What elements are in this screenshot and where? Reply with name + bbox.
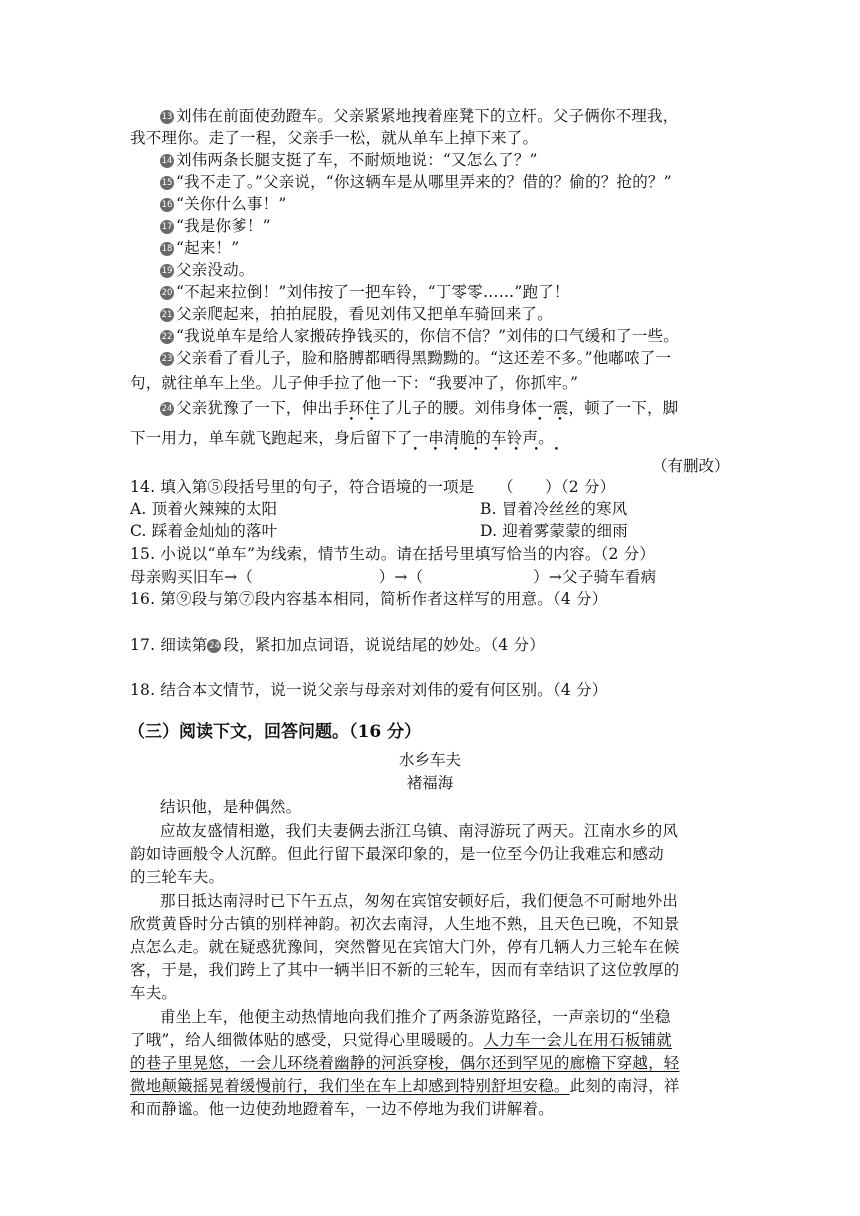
underlined-sentence: 微地颠簸摇晃着缓慢前行，我们坐在车上却感到特别舒坦安稳。 — [130, 1077, 570, 1095]
paragraph-number-badge: 23 — [161, 354, 173, 364]
article-paragraph-1: 结识他，是种偶然。 — [160, 798, 302, 816]
paragraph-number-badge: 17 — [161, 222, 173, 232]
article-paragraph-3-cont: 欣赏黄昏时分古镇的别样神韵。初次去南浔，人生地不熟，且天色已晚，不知景 — [130, 915, 680, 933]
option-b: B. 冒着冷丝丝的寒风 — [480, 500, 628, 518]
paragraph-number-badge: 15 — [161, 178, 173, 188]
emphasized-word: 环住 • • — [349, 397, 380, 419]
article-paragraph-3-cont: 点怎么走。就在疑惑犹豫间，突然瞥见在宾馆大门外，停有几辆人力三轮车在候 — [130, 938, 680, 956]
paragraph-23: 23 父亲看了看儿子，脸和胳膊都晒得黑黝黝的。“这还差不多。”他嘟哝了一 — [161, 349, 672, 367]
question-18: 18. 结合本文情节，说一说父亲与母亲对刘伟的爱有何区别。（4 分） — [130, 681, 608, 699]
paragraph-21: 21 父亲爬起来，拍拍屁股，看见刘伟又把单车骑回来了。 — [161, 305, 553, 323]
paragraph-15: 15 “我不走了。”父亲说，“你这辆车是从哪里弄来的？借的？偷的？抢的？” — [161, 173, 672, 191]
paragraph-number-badge: 16 — [161, 200, 173, 210]
article-paragraph-4-cont: 了哦”，给人细微体贴的感受，只觉得心里暖暖的。人力车一会儿在用石板铺就 — [130, 1031, 672, 1049]
revision-note: （有删改） — [652, 457, 730, 475]
question-14: 14. 填入第⑤段括号里的句子，符合语境的一项是 （ ）（2 分） — [130, 478, 616, 496]
paragraph-number-badge: 19 — [161, 266, 173, 276]
paragraph-number-badge: 24 — [209, 641, 220, 651]
article-paragraph-4-cont: 微地颠簸摇晃着缓慢前行，我们坐在车上却感到特别舒坦安稳。此刻的南浔，祥 — [130, 1077, 680, 1095]
paragraph-13: 13 刘伟在前面使劲蹬车。父亲紧紧地拽着座凳下的立杆。父子俩你不理我， — [161, 107, 679, 125]
paragraph-14: 14 刘伟两条长腿支挺了车，不耐烦地说：“又怎么了？” — [161, 151, 538, 169]
article-paragraph-4: 甫坐上车，他便主动热情地向我们推介了两条游览路径，一声亲切的“坐稳 — [160, 1008, 671, 1026]
article-paragraph-4-cont: 和而静谧。他一边使劲地蹬着车，一边不停地为我们讲解着。 — [130, 1100, 554, 1118]
article-paragraph-3-cont: 车夫。 — [130, 984, 178, 1002]
paragraph-number-badge: 18 — [161, 244, 173, 254]
paragraph-18: 18 “起来！” — [161, 239, 240, 257]
paragraph-23-cont: 句，就往单车上坐。儿子伸手拉了他一下：“我要冲了，你抓牢。” — [130, 374, 579, 392]
paragraph-22: 22 “我说单车是给人家搬砖挣钱买的，你信不信？”刘伟的口气缓和了一些。 — [161, 327, 679, 345]
article-paragraph-4-cont — [130, 1052, 680, 1074]
article-paragraph-2-cont: 韵如诗画般令人沉醉。但此行留下最深印象的，是一位至今仍让我难忘和感动 — [130, 845, 664, 863]
question-16: 16. 第⑨段与第⑦段内容基本相同，简析作者这样写的用意。（4 分） — [130, 590, 608, 608]
paragraph-number-badge: 24 — [161, 404, 173, 414]
article-paragraph-2: 应故友盛情相邀，我们夫妻俩去浙江乌镇、南浔游玩了两天。江南水乡的风 — [160, 822, 679, 840]
paragraph-number-badge: 20 — [161, 288, 173, 298]
section-heading: （三）阅读下文，回答问题。（16 分） — [128, 722, 422, 742]
underlined-sentence: 人力车一会儿在用石板铺就 — [483, 1031, 672, 1049]
paragraph-13-cont: 我不理你。走了一程，父亲手一松，就从单车上掉下来了。 — [130, 129, 539, 147]
option-c: C. 踩着金灿灿的落叶 — [130, 522, 278, 540]
emphasized-word: 一震 • • — [537, 397, 568, 419]
paragraph-24: 24 父亲犹豫了一下，伸出手环住 • •了儿子的腰。刘伟身体一震 • •，顿了一下，脚 — [160, 397, 678, 419]
paragraph-19: 19 父亲没动。 — [161, 261, 255, 279]
option-d: D. 迎着雾蒙蒙的细雨 — [480, 522, 628, 540]
paragraph-number-badge: 22 — [161, 332, 173, 342]
question-15-flow: 母亲购买旧车→（ ）→（ ）→父子骑车看病 — [130, 568, 657, 586]
article-author: 褚福海 — [406, 774, 454, 792]
article-paragraph-3-cont: 客，于是，我们跨上了其中一辆半旧不新的三轮车，因而有幸结识了这位敦厚的 — [130, 961, 680, 979]
option-a: A. 顶着火辣辣的太阳 — [130, 500, 278, 518]
underlined-sentence: 的巷子里晃悠，一会儿环绕着幽静的河浜穿梭，偶尔还到罕见的廊檐下穿越，轻 — [130, 1054, 680, 1072]
question-17: 17. 细读第 24 段，紧扣加点词语，说说结尾的妙处。（4 分） — [130, 636, 545, 654]
paragraph-17: 17 “我是你爹！” — [161, 217, 271, 235]
paragraph-number-badge: 13 — [161, 112, 173, 122]
paragraph-24-cont: 下一用力，单车就飞跑起来，身后留下了一串清脆的车铃声 • • •。 — [130, 427, 554, 449]
question-15: 15. 小说以“单车”为线索，情节生动。请在括号里填写恰当的内容。（2 分） — [130, 545, 656, 563]
paragraph-number-badge: 14 — [161, 156, 173, 166]
emphasized-phrase: 一串清脆的车铃声 • • • — [413, 427, 539, 449]
paragraph-number-badge: 21 — [161, 310, 173, 320]
paragraph-16: 16 “关你什么事！” — [161, 195, 287, 213]
article-paragraph-2-cont: 的三轮车夫。 — [130, 868, 225, 886]
article-title: 水乡车夫 — [398, 751, 461, 769]
article-paragraph-3: 那日抵达南浔时已下午五点，匆匆在宾馆安顿好后，我们便急不可耐地外出 — [160, 892, 679, 910]
paragraph-20: 20 “不起来拉倒！”刘伟按了一把车铃，“丁零零……”跑了！ — [161, 283, 570, 301]
